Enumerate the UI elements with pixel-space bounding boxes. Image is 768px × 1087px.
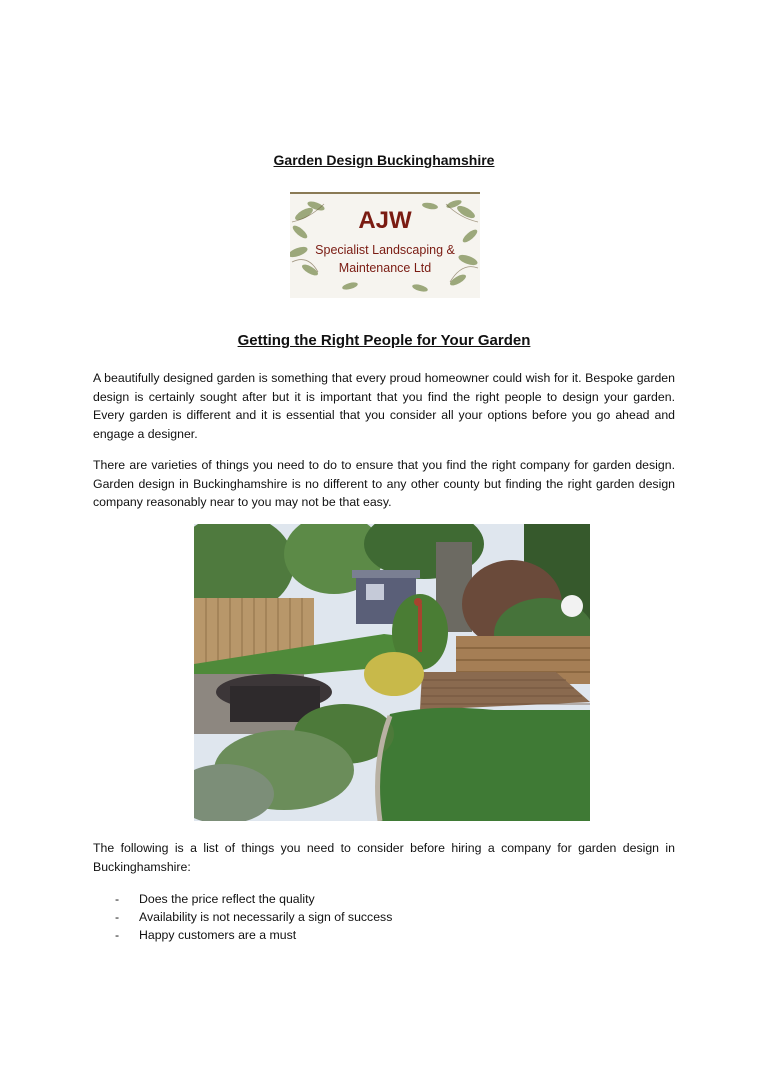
paragraph-list-intro: The following is a list of things you need to consider before hiring a company for garden design in Buckinghamshire: (93, 841, 675, 874)
garden-photo (194, 524, 590, 821)
paragraph-varieties: There are varieties of things you need to do to ensure that you find the right company for garden design. Garden design in Buckinghamshire is no different to any other county but finding the right garden design company reasonably near to you may not be that easy. (93, 458, 675, 509)
list-item-text: Happy customers are a must (139, 928, 297, 942)
list-item-text: Does the price reflect the quality (139, 892, 315, 906)
list-item-text: Availability is not necessarily a sign of success (139, 910, 393, 924)
company-logo (290, 192, 480, 298)
logo-line-3: Maintenance Ltd (338, 261, 432, 275)
list-item (93, 908, 653, 926)
section-heading: Getting the Right People for Your Garden (237, 332, 531, 349)
list-dash: - (115, 892, 120, 906)
page-title: Garden Design Buckinghamshire (273, 152, 495, 168)
list-dash: - (115, 910, 120, 924)
list-item (93, 926, 653, 944)
logo-line-1: AJW (358, 207, 412, 234)
list-dash: - (115, 928, 120, 942)
list-item (93, 890, 653, 908)
paragraph-intro: A beautifully designed garden is something that every proud homeowner could wish for it. Bespoke garden design is certainly sought after but it is important that you find the right people to design your garden. Every garden is different and it is essential that you consider all your options before you go ahead and engage a designer. (93, 371, 675, 441)
consideration-list (93, 890, 653, 944)
logo-line-2: Specialist Landscaping & (315, 243, 455, 257)
